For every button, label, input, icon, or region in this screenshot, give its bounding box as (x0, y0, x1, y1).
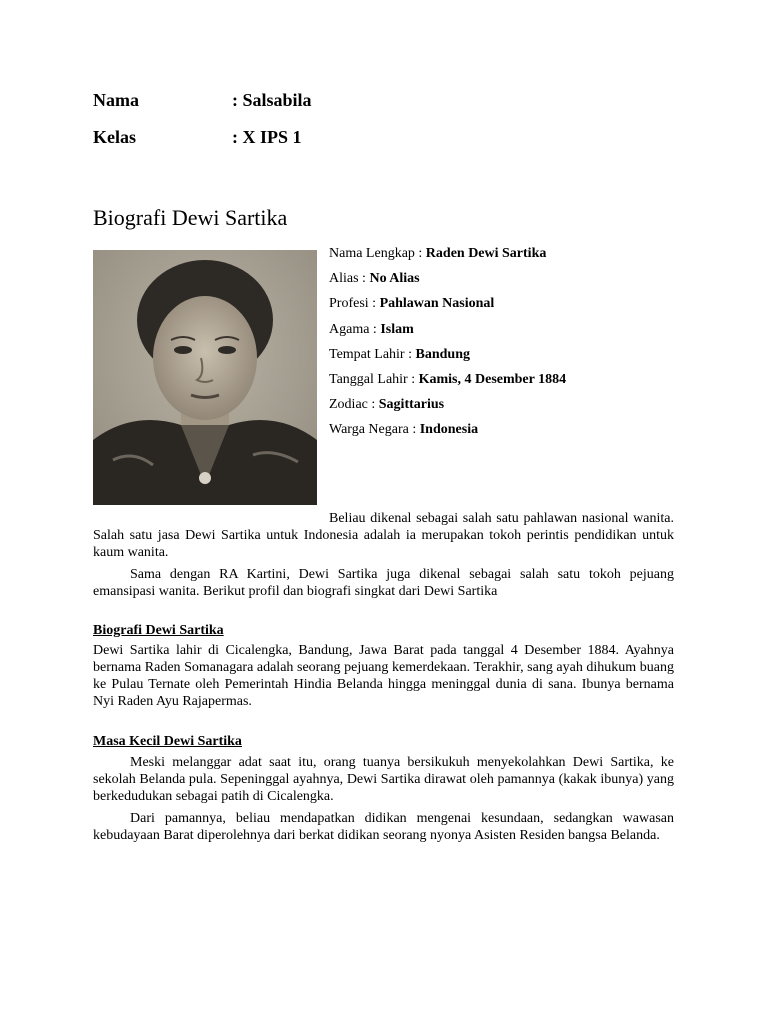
masa-kecil-paragraph-1: Meski melanggar adat saat itu, orang tuanya bersikukuh menyekolahkan Dewi Sartika, ke sekolah Belanda pula. Sepeninggal ayahnya, Dewi Sartika dirawat oleh pamannya (kakak ibunya) yang berkedudukan sebagai patih di Cicalengka. (93, 755, 674, 804)
fact-warga-negara: Warga Negara : Indonesia (329, 422, 479, 438)
masa-kecil-paragraph-2: Dari pamannya, beliau mendapatkan didikan mengenai kesundaan, sedangkan wawasan kebudayaan Barat diperolehnya dari berkat didikan seorang nyonya Asisten Residen bangsa Belanda. (93, 811, 674, 843)
fact-agama: Agama : Islam (329, 321, 414, 337)
fact-tempat-lahir: Tempat Lahir : Bandung (329, 346, 470, 362)
fact-zodiac: Zodiac : Sagittarius (329, 397, 445, 413)
fact-tanggal-lahir: Tanggal Lahir : Kamis, 4 Desember 1884 (329, 371, 567, 387)
fact-alias: Alias : No Alias (329, 271, 420, 287)
kelas-label: Kelas (93, 127, 136, 147)
biografi-paragraph: Dewi Sartika lahir di Cicalengka, Bandung, Jawa Barat pada tanggal 4 Desember 1884. Ayahnya bernama Raden Somanagara adalah seorang pejuang kemerdekaan. Terakhir, sang ayah dihukum buang ke Pulau Ternate oleh Pemerintah Hindia Belanda hingga meninggal dunia di sana. Ibunya bernama Nyi Raden Ayu Rajapermas. (93, 643, 674, 709)
section-biografi-text (93, 642, 674, 715)
intro-paragraph-1: Beliau dikenal sebagai salah satu pahlawan nasional wanita. Salah satu jasa Dewi Sartika untuk Indonesia adalah ia merupakan tokoh perintis pendidikan untuk kaum wanita. (93, 511, 674, 560)
fact-profesi: Profesi : Pahlawan Nasional (329, 296, 495, 312)
intro-text (93, 510, 674, 605)
fact-nama-lengkap: Nama Lengkap : Raden Dewi Sartika (329, 246, 547, 261)
nama-label: Nama (93, 90, 139, 110)
kelas-value: : X IPS 1 (232, 127, 302, 147)
section-heading-biografi: Biografi Dewi Sartika (93, 623, 224, 638)
intro-paragraph-2: Sama dengan RA Kartini, Dewi Sartika juga dikenal sebagai salah satu tokoh pejuang emansipasi wanita. Berikut profil dan biografi singkat dari Dewi Sartika (93, 567, 674, 599)
section-masa-kecil-text (93, 754, 674, 849)
section-heading-masa-kecil: Masa Kecil Dewi Sartika (93, 734, 242, 749)
nama-value: : Salsabila (232, 90, 312, 110)
portrait-photo (93, 250, 317, 505)
page-title: Biografi Dewi Sartika (93, 205, 288, 230)
facts-list (329, 245, 566, 447)
